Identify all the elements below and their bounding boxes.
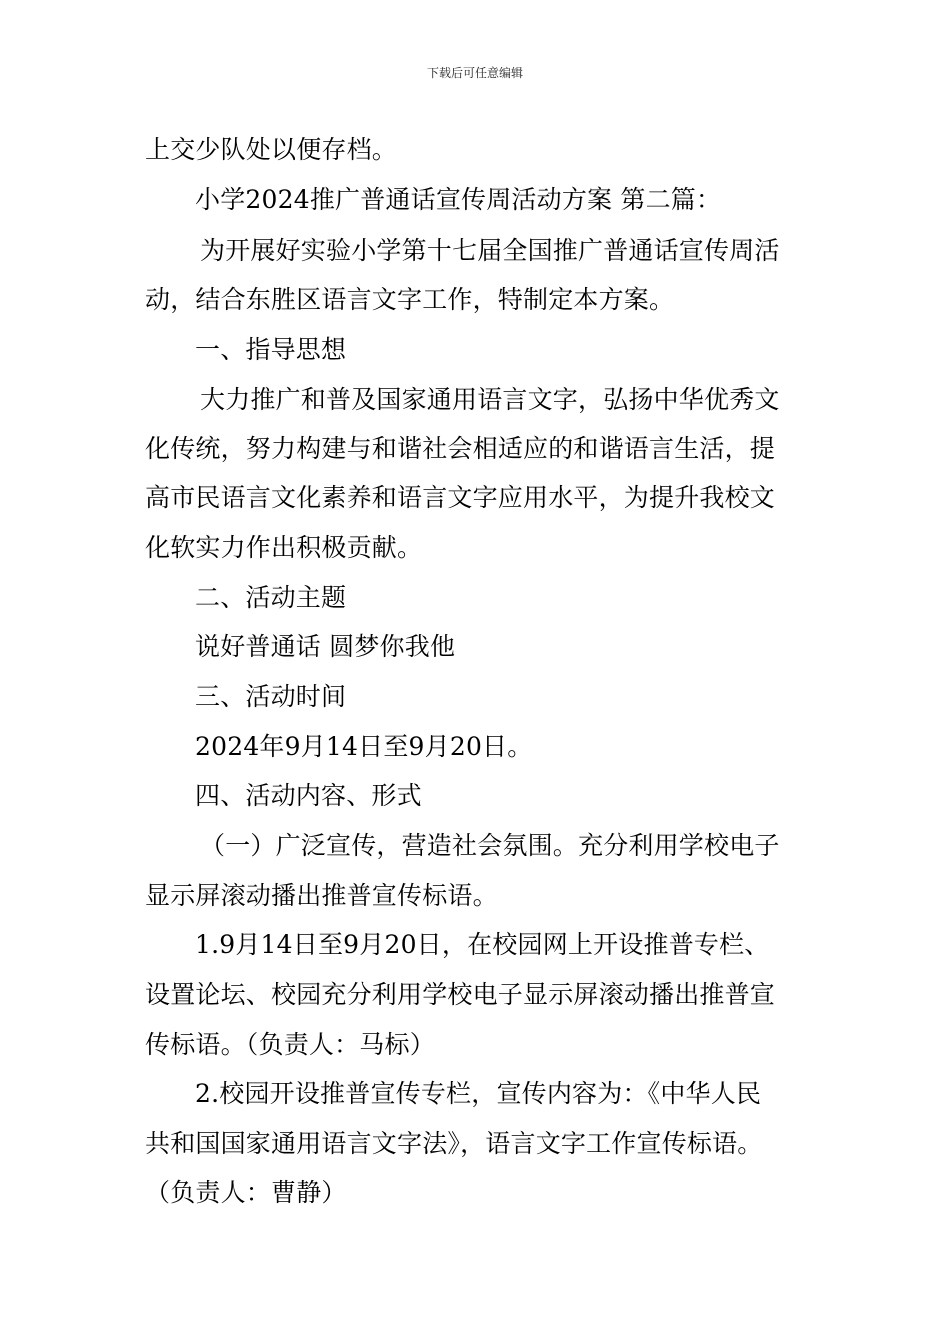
body-line: 高市民语言文化素养和语言文字应用水平，为提升我校文 bbox=[145, 483, 776, 512]
body-line: （负责人：曹静） bbox=[145, 1178, 347, 1207]
heading-activity-time: 三、活动时间 bbox=[195, 682, 347, 711]
heading-guiding-thought: 一、指导思想 bbox=[195, 335, 347, 364]
body-line: 传标语。（负责人：马标） bbox=[145, 1030, 435, 1059]
body-line: 大力推广和普及国家通用语言文字，弘扬中华优秀文 bbox=[200, 385, 780, 414]
body-line: 共和国国家通用语言文字法》，语言文字工作宣传标语。 bbox=[145, 1129, 763, 1158]
activity-theme-text: 说好普通话 圆梦你我他 bbox=[195, 632, 456, 661]
body-line: 设置论坛、校园充分利用学校电子显示屏滚动播出推普宣 bbox=[145, 980, 776, 1009]
body-line: 化传统，努力构建与和谐社会相适应的和谐语言生活，提 bbox=[145, 434, 776, 463]
page-header: 下载后可任意编辑 bbox=[426, 66, 523, 80]
body-line: 化软实力作出积极贡献。 bbox=[145, 533, 423, 562]
body-line: 2.校园开设推普宣传专栏，宣传内容为：《中华人民 bbox=[195, 1079, 762, 1108]
activity-time-text: 2024年9月14日至9月20日。 bbox=[195, 732, 533, 761]
section-title: 小学2024推广普通话宣传周活动方案 第二篇： bbox=[195, 185, 722, 214]
body-line: （一）广泛宣传，营造社会氛围。充分利用学校电子 bbox=[200, 831, 780, 860]
body-line: 显示屏滚动播出推普宣传标语。 bbox=[145, 881, 498, 910]
body-line: 1.9月14日至9月20日，在校园网上开设推普专栏、 bbox=[195, 930, 770, 959]
heading-activity-theme: 二、活动主题 bbox=[195, 583, 347, 612]
body-line: 上交少队处以便存档。 bbox=[145, 135, 398, 164]
heading-activity-content: 四、活动内容、形式 bbox=[195, 781, 422, 810]
body-line: 动，结合东胜区语言文字工作，特制定本方案。 bbox=[145, 285, 675, 314]
body-line: 为开展好实验小学第十七届全国推广普通话宣传周活 bbox=[200, 236, 780, 265]
